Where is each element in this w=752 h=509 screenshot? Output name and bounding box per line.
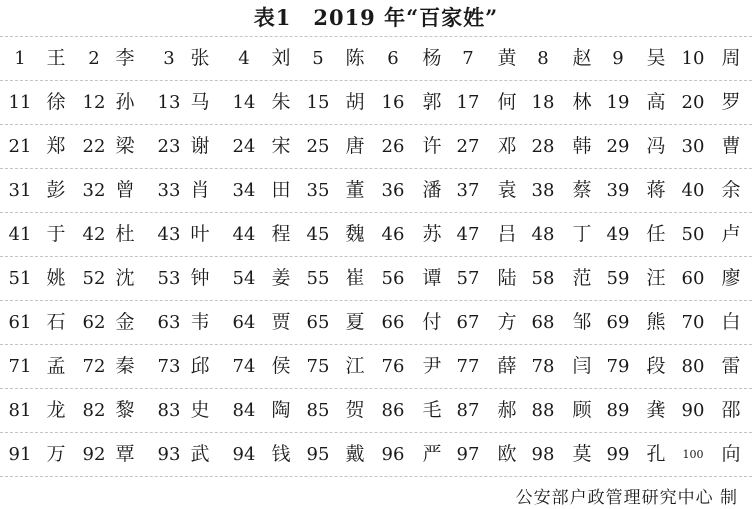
rank-number: 93	[157, 444, 181, 465]
table-row	[0, 388, 752, 432]
rank-number: 22	[82, 136, 106, 157]
rank-number: 74	[232, 356, 256, 377]
rank-number: 31	[8, 180, 32, 201]
surname: 孔	[646, 443, 666, 465]
surname: 钟	[190, 267, 210, 289]
rank-number: 91	[8, 444, 32, 465]
rank-number: 78	[531, 356, 555, 377]
rank-number: 10	[681, 48, 705, 69]
surname: 夏	[345, 311, 365, 333]
rank-number: 48	[531, 224, 555, 245]
rank-number: 5	[312, 48, 324, 69]
table-row	[0, 124, 752, 168]
rank-number: 20	[681, 92, 705, 113]
rank-number: 75	[306, 356, 330, 377]
rank-number: 69	[606, 312, 630, 333]
surname: 范	[572, 267, 592, 289]
rank-number: 15	[306, 92, 330, 113]
rank-number: 62	[82, 312, 106, 333]
rank-number: 40	[681, 180, 705, 201]
rank-number: 87	[456, 400, 480, 421]
surname: 白	[721, 311, 741, 333]
table-row	[0, 256, 752, 300]
surname: 贺	[345, 399, 365, 421]
surname: 杨	[422, 47, 442, 69]
surname: 陆	[497, 267, 517, 289]
surname: 石	[46, 311, 66, 333]
surname: 韩	[572, 135, 592, 157]
rank-number: 33	[157, 180, 181, 201]
surname: 朱	[271, 91, 291, 113]
rank-number: 63	[157, 312, 181, 333]
rank-number: 34	[232, 180, 256, 201]
rank-number: 49	[606, 224, 630, 245]
rank-number: 95	[306, 444, 330, 465]
surname: 孙	[115, 91, 135, 113]
rank-number: 25	[306, 136, 330, 157]
surname: 曹	[721, 135, 741, 157]
surname: 段	[646, 355, 666, 377]
rank-number: 2	[88, 48, 100, 69]
rank-number: 55	[306, 268, 330, 289]
surname: 龚	[646, 399, 666, 421]
rank-number: 17	[456, 92, 480, 113]
surname: 崔	[345, 267, 365, 289]
surname: 任	[646, 223, 666, 245]
rank-number: 37	[456, 180, 480, 201]
rank-number: 61	[8, 312, 32, 333]
surname: 彭	[46, 179, 66, 201]
surname: 冯	[646, 135, 666, 157]
issuer-credit: 公安部户政管理研究中心 制	[515, 488, 738, 508]
rank-number: 92	[82, 444, 106, 465]
rank-number: 38	[531, 180, 555, 201]
rank-number: 4	[238, 48, 250, 69]
surname: 江	[345, 355, 365, 377]
table-row	[0, 344, 752, 388]
surname: 姜	[271, 267, 291, 289]
rank-number: 94	[232, 444, 256, 465]
surname: 蒋	[646, 179, 666, 201]
surname: 孟	[46, 355, 66, 377]
surname: 熊	[646, 311, 666, 333]
surname: 严	[422, 443, 442, 465]
table-row	[0, 300, 752, 344]
rank-number: 14	[232, 92, 256, 113]
rank-number: 12	[82, 92, 106, 113]
surname: 董	[345, 179, 365, 201]
surname: 闫	[572, 355, 592, 377]
surname: 袁	[497, 179, 517, 201]
rank-number: 53	[157, 268, 181, 289]
surname: 谢	[190, 135, 210, 157]
rank-number: 96	[381, 444, 405, 465]
surname: 李	[115, 47, 135, 69]
rank-number: 41	[8, 224, 32, 245]
table-row	[0, 36, 752, 80]
rank-number: 81	[8, 400, 32, 421]
rank-number: 50	[681, 224, 705, 245]
surname: 林	[572, 91, 592, 113]
rank-number: 43	[157, 224, 181, 245]
rank-number: 1	[14, 48, 26, 69]
surname: 许	[422, 135, 442, 157]
surname: 梁	[115, 135, 135, 157]
surname: 尹	[422, 355, 442, 377]
rank-number: 46	[381, 224, 405, 245]
surname: 何	[497, 91, 517, 113]
rank-number: 30	[681, 136, 705, 157]
surname: 贾	[271, 311, 291, 333]
rank-number: 56	[381, 268, 405, 289]
rank-number: 13	[157, 92, 181, 113]
rank-number: 57	[456, 268, 480, 289]
rank-number: 36	[381, 180, 405, 201]
rank-number: 3	[163, 48, 175, 69]
rank-number: 26	[381, 136, 405, 157]
surname: 邹	[572, 311, 592, 333]
surname: 罗	[721, 91, 741, 113]
surname: 郑	[46, 135, 66, 157]
rank-number: 29	[606, 136, 630, 157]
surname: 陶	[271, 399, 291, 421]
surname: 田	[271, 179, 291, 201]
table-row	[0, 212, 752, 256]
rank-number: 79	[606, 356, 630, 377]
table-row	[0, 432, 752, 477]
surname: 顾	[572, 399, 592, 421]
rank-number: 52	[82, 268, 106, 289]
rank-number: 39	[606, 180, 630, 201]
rank-number: 60	[681, 268, 705, 289]
rank-number: 21	[8, 136, 32, 157]
surname: 胡	[345, 91, 365, 113]
rank-number: 76	[381, 356, 405, 377]
surname: 钱	[271, 443, 291, 465]
rank-number: 42	[82, 224, 106, 245]
surname: 向	[721, 443, 741, 465]
surname: 雷	[721, 355, 741, 377]
rank-number: 77	[456, 356, 480, 377]
rank-number: 11	[8, 92, 32, 113]
table-row	[0, 168, 752, 212]
surname: 欧	[497, 443, 517, 465]
rank-number: 45	[306, 224, 330, 245]
rank-number: 82	[82, 400, 106, 421]
surname: 邱	[190, 355, 210, 377]
rank-number: 88	[531, 400, 555, 421]
surname: 赵	[572, 47, 592, 69]
surname: 莫	[572, 443, 592, 465]
surname: 唐	[345, 135, 365, 157]
rank-number: 84	[232, 400, 256, 421]
rank-number: 16	[381, 92, 405, 113]
surname: 郝	[497, 399, 517, 421]
surname: 吴	[646, 47, 666, 69]
surname: 郭	[422, 91, 442, 113]
rank-number: 100	[682, 448, 704, 461]
rank-number: 54	[232, 268, 256, 289]
surname: 邓	[497, 135, 517, 157]
surname: 曾	[115, 179, 135, 201]
rank-number: 98	[531, 444, 555, 465]
surname: 戴	[345, 443, 365, 465]
rank-number: 59	[606, 268, 630, 289]
surname: 徐	[46, 91, 66, 113]
rank-number: 73	[157, 356, 181, 377]
rank-number: 18	[531, 92, 555, 113]
rank-number: 64	[232, 312, 256, 333]
surname: 沈	[115, 267, 135, 289]
rank-number: 47	[456, 224, 480, 245]
rank-number: 32	[82, 180, 106, 201]
surname: 黄	[497, 47, 517, 69]
surname: 毛	[422, 399, 442, 421]
rank-number: 35	[306, 180, 330, 201]
surname: 史	[190, 399, 210, 421]
surname: 马	[190, 91, 210, 113]
rank-number: 8	[537, 48, 549, 69]
rank-number: 83	[157, 400, 181, 421]
rank-number: 19	[606, 92, 630, 113]
rank-number: 44	[232, 224, 256, 245]
rank-number: 58	[531, 268, 555, 289]
surname: 秦	[115, 355, 135, 377]
surname: 姚	[46, 267, 66, 289]
surname: 叶	[190, 223, 210, 245]
rank-number: 67	[456, 312, 480, 333]
rank-number: 89	[606, 400, 630, 421]
rank-number: 66	[381, 312, 405, 333]
surname: 张	[190, 47, 210, 69]
surname: 余	[721, 179, 741, 201]
surname: 龙	[46, 399, 66, 421]
surname: 武	[190, 443, 210, 465]
surname: 杜	[115, 223, 135, 245]
surname: 汪	[646, 267, 666, 289]
surname: 丁	[572, 223, 592, 245]
surname: 侯	[271, 355, 291, 377]
surname: 方	[497, 311, 517, 333]
surname: 薛	[497, 355, 517, 377]
rank-number: 99	[606, 444, 630, 465]
surname: 廖	[721, 267, 741, 289]
rank-number: 9	[612, 48, 624, 69]
surname-table	[0, 36, 752, 477]
rank-number: 23	[157, 136, 181, 157]
surname: 万	[46, 443, 66, 465]
surname: 刘	[271, 47, 291, 69]
surname: 潘	[422, 179, 442, 201]
surname: 蔡	[572, 179, 592, 201]
rank-number: 80	[681, 356, 705, 377]
surname: 程	[271, 223, 291, 245]
surname: 宋	[271, 135, 291, 157]
rank-number: 90	[681, 400, 705, 421]
surname: 卢	[721, 223, 741, 245]
surname: 金	[115, 311, 135, 333]
rank-number: 97	[456, 444, 480, 465]
surname: 邵	[721, 399, 741, 421]
surname: 覃	[115, 443, 135, 465]
rank-number: 7	[462, 48, 474, 69]
rank-number: 27	[456, 136, 480, 157]
surname: 高	[646, 91, 666, 113]
surname: 于	[46, 223, 66, 245]
surname: 谭	[422, 267, 442, 289]
rank-number: 86	[381, 400, 405, 421]
surname: 肖	[190, 179, 210, 201]
table-row	[0, 80, 752, 124]
rank-number: 85	[306, 400, 330, 421]
rank-number: 28	[531, 136, 555, 157]
rank-number: 70	[681, 312, 705, 333]
rank-number: 68	[531, 312, 555, 333]
rank-number: 72	[82, 356, 106, 377]
rank-number: 6	[387, 48, 399, 69]
surname: 陈	[345, 47, 365, 69]
rank-number: 65	[306, 312, 330, 333]
surname: 付	[422, 311, 442, 333]
surname: 黎	[115, 399, 135, 421]
surname: 苏	[422, 223, 442, 245]
rank-number: 71	[8, 356, 32, 377]
rank-number: 51	[8, 268, 32, 289]
surname: 韦	[190, 311, 210, 333]
surname: 魏	[345, 223, 365, 245]
surname: 王	[46, 47, 66, 69]
surname: 吕	[497, 223, 517, 245]
surname: 周	[721, 47, 741, 69]
table-title: 表1 2019 年“百家姓”	[253, 5, 499, 30]
rank-number: 24	[232, 136, 256, 157]
